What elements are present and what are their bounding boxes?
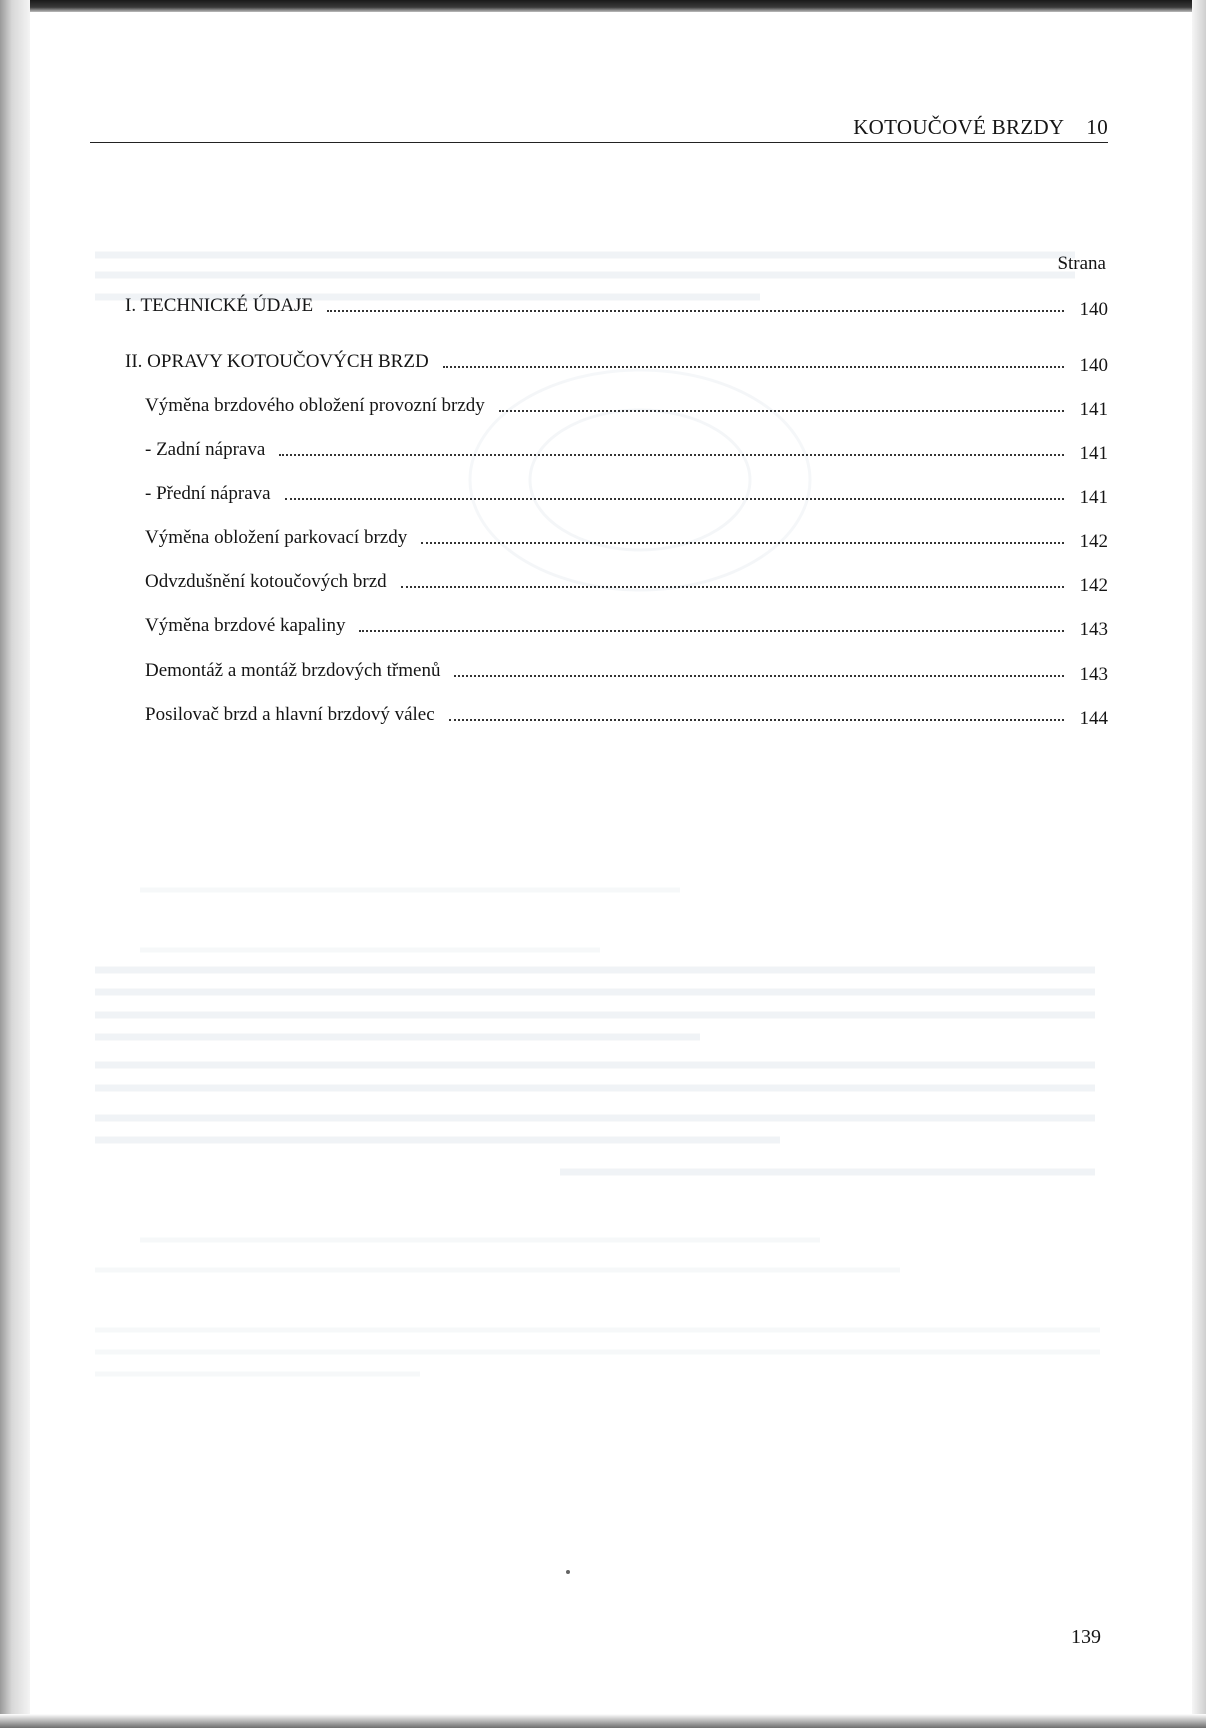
dot-leader xyxy=(443,365,1064,368)
toc-entry-vymena-oblozeni-provozni[interactable] xyxy=(145,389,1108,420)
page-number: 139 xyxy=(1071,1626,1101,1648)
toc-entry-page: 140 xyxy=(1079,299,1108,320)
toc-entry-page: 141 xyxy=(1079,443,1108,464)
dot-leader xyxy=(327,309,1064,312)
toc-entry-title: Demontáž a montáž brzdových třmenů xyxy=(145,660,441,681)
dot-leader xyxy=(359,629,1064,632)
toc-entry-page: 141 xyxy=(1079,399,1108,420)
dot-leader xyxy=(449,718,1064,721)
dot-leader xyxy=(285,497,1064,500)
toc-entry-title: Odvzdušnění kotoučových brzd xyxy=(145,571,387,592)
toc-entry-page: 144 xyxy=(1079,708,1108,729)
toc-entry-vymena-oblozeni-parkovaci[interactable] xyxy=(145,521,1108,552)
toc-entry-title: - Přední náprava xyxy=(145,483,271,504)
toc-entry-title: Posilovač brzd a hlavní brzdový válec xyxy=(145,704,435,725)
toc-entry-technicke-udaje[interactable] xyxy=(125,289,1108,320)
toc-entry-page: 143 xyxy=(1079,619,1108,640)
dot-leader xyxy=(279,453,1064,456)
toc-entry-title: I. TECHNICKÉ ÚDAJE xyxy=(125,295,314,316)
toc-entry-vymena-kapaliny[interactable] xyxy=(145,609,1108,640)
dot-leader xyxy=(421,541,1064,544)
toc-entry-title: II. OPRAVY KOTOUČOVÝCH BRZD xyxy=(125,351,429,372)
toc-entry-page: 140 xyxy=(1079,355,1108,376)
toc-entry-page: 142 xyxy=(1079,531,1108,552)
toc-entry-page: 142 xyxy=(1079,575,1108,596)
dot-leader xyxy=(454,674,1064,677)
dot-leader xyxy=(499,409,1064,412)
toc-entry-title: - Zadní náprava xyxy=(145,439,266,460)
toc-entry-demontaz-tremenu[interactable] xyxy=(145,654,1108,685)
toc-entry-odvzdusneni[interactable] xyxy=(145,565,1108,596)
toc-entry-page: 141 xyxy=(1079,487,1108,508)
toc-entry-zadni-naprava[interactable] xyxy=(145,433,1108,464)
chapter-number: 10 xyxy=(1086,115,1108,139)
toc-entry-title: Výměna brzdové kapaliny xyxy=(145,615,346,636)
toc-entry-title: Výměna brzdového obložení provozní brzdy xyxy=(145,395,485,416)
section-title: KOTOUČOVÉ BRZDY xyxy=(853,115,1065,139)
dot-leader xyxy=(401,585,1064,588)
toc-entry-predni-naprava[interactable] xyxy=(145,477,1108,508)
toc-entry-opravy-kotoucovych-brzd[interactable] xyxy=(125,345,1108,376)
toc-entry-title: Výměna obložení parkovací brzdy xyxy=(145,527,408,548)
toc-entry-posilovac-brzd[interactable] xyxy=(145,698,1108,729)
page-column-label: Strana xyxy=(1057,253,1106,274)
toc-entry-page: 143 xyxy=(1079,664,1108,685)
